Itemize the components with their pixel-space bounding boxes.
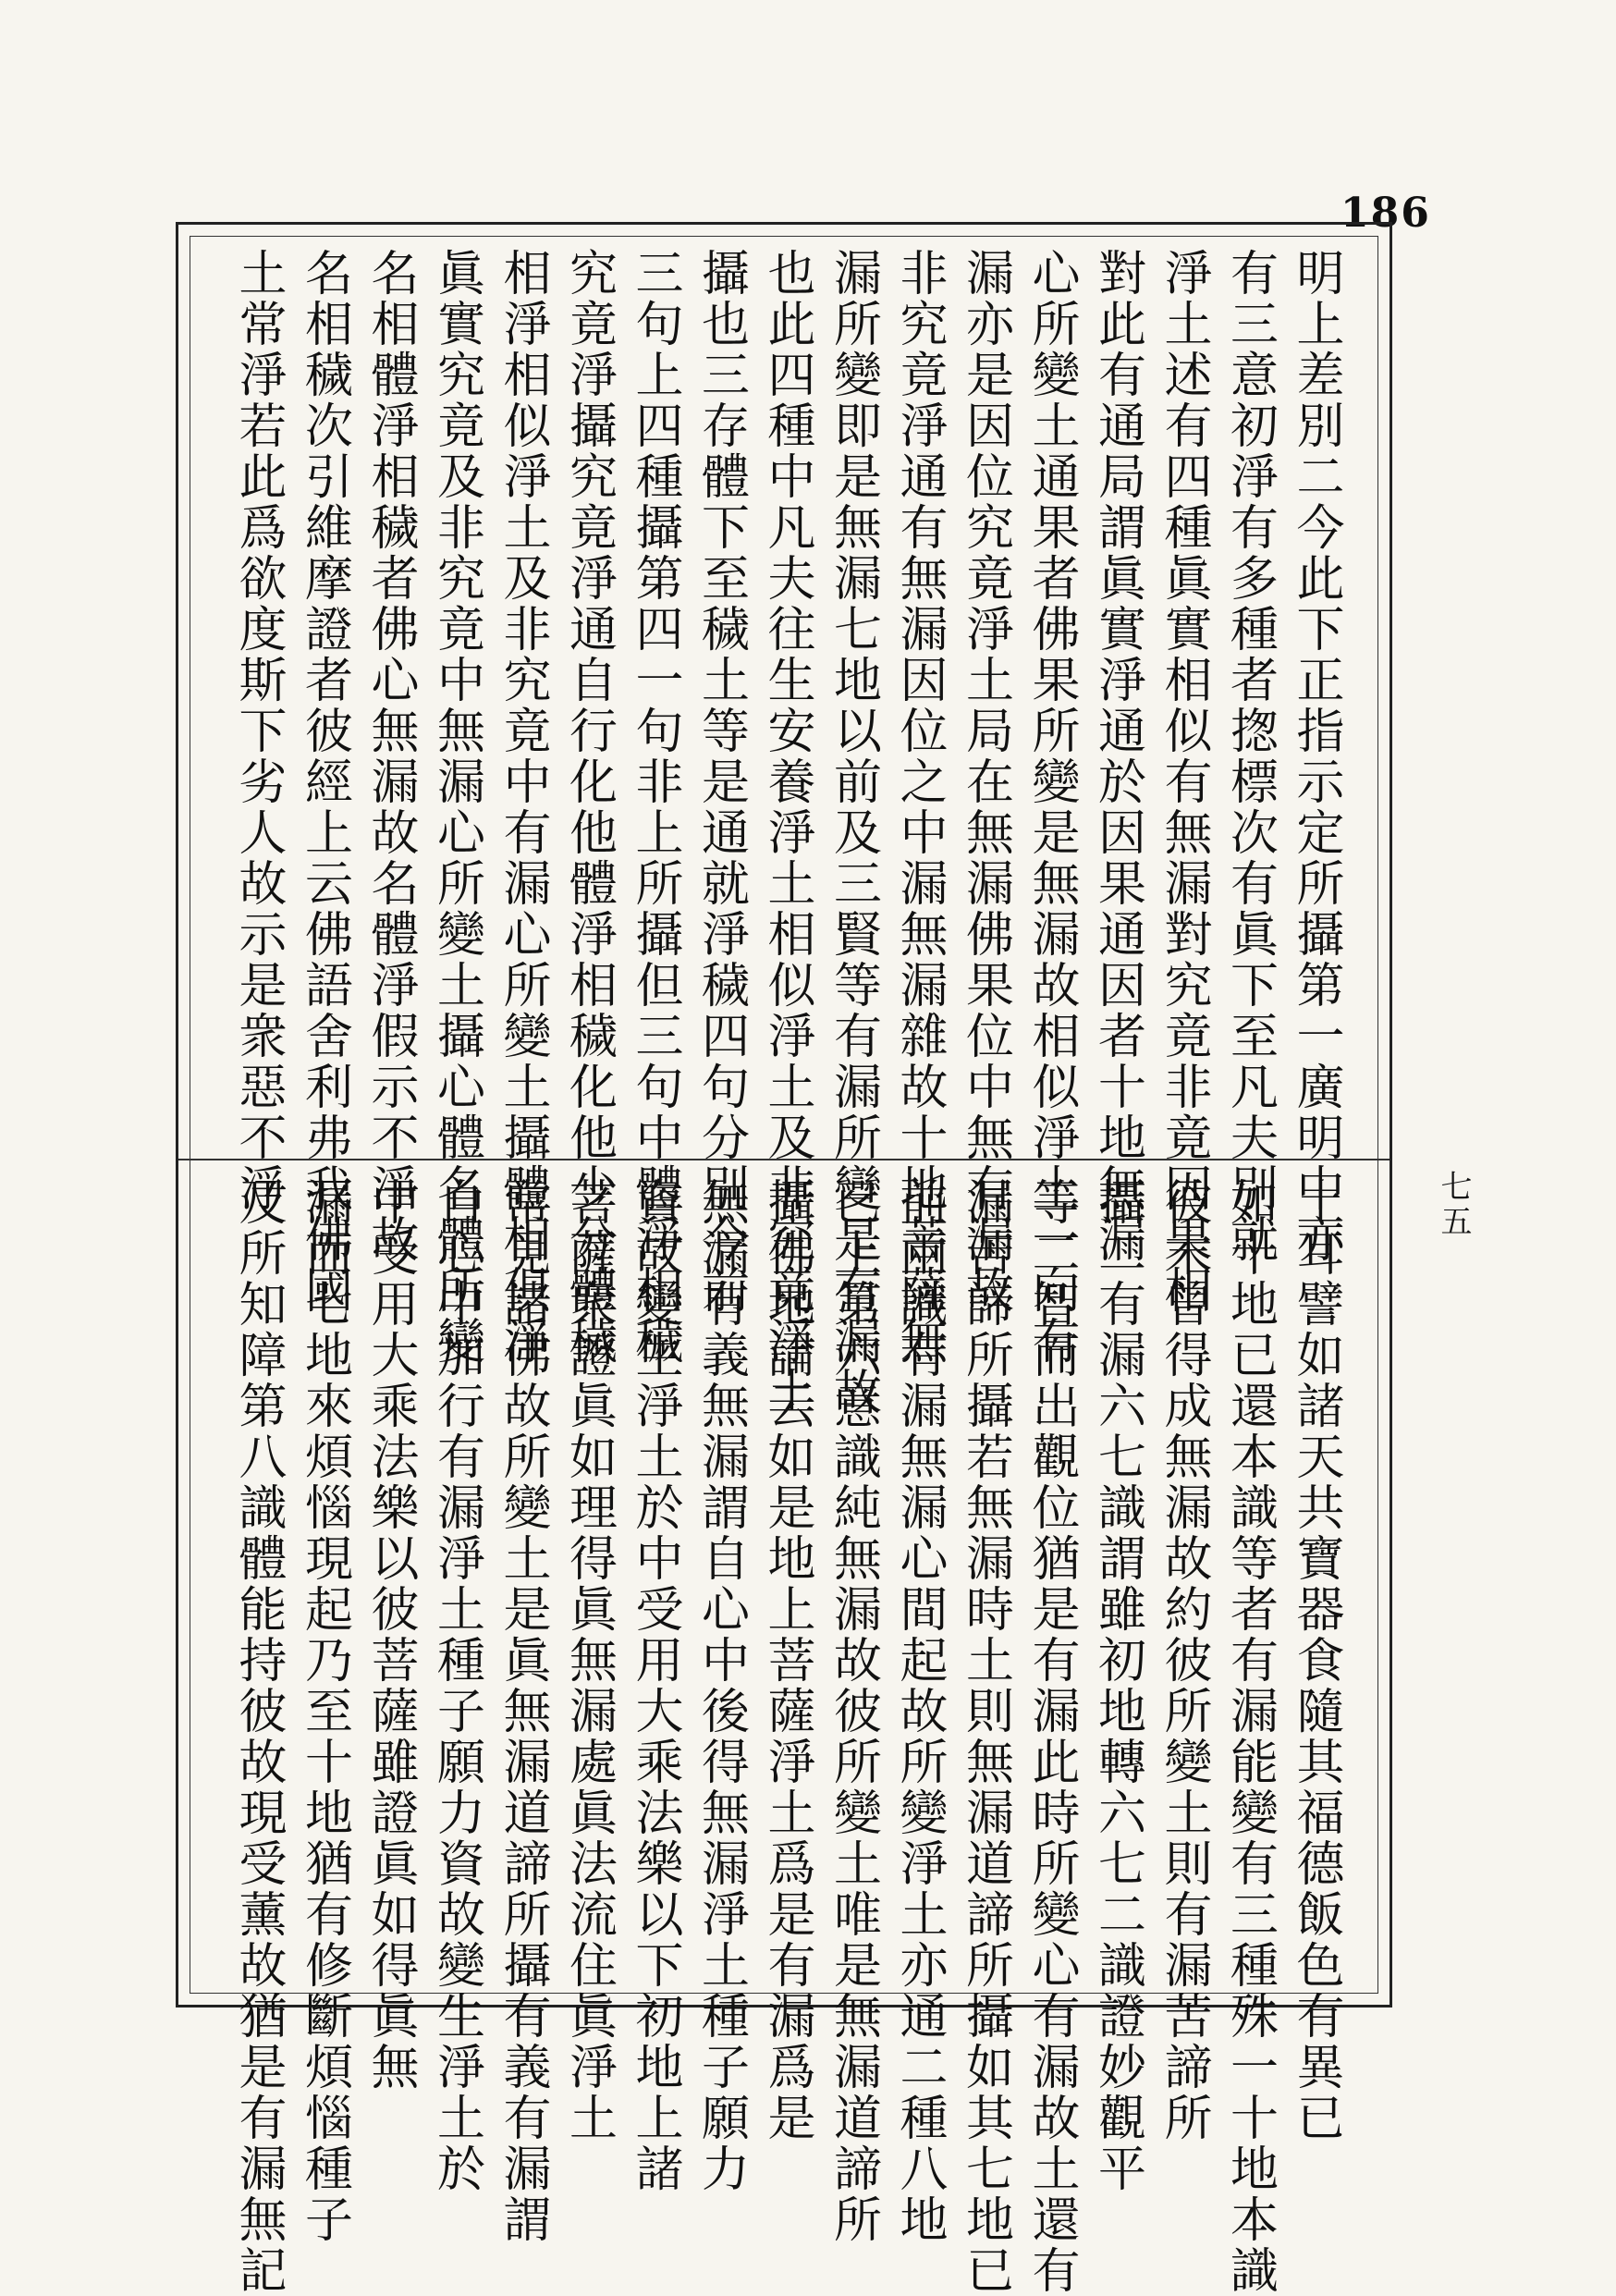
text-column: 有三意初淨有多種者揔標次有眞下至凡夫別就 xyxy=(1221,248,1278,1265)
text-column: 對此有通局謂眞實淨通於因果通因者十地無漏 xyxy=(1089,248,1145,1265)
text-column: 明上差別二今此下正指示定所攝第一廣明中亦 xyxy=(1288,248,1343,1265)
text-column: 眞實究竟及非究竟中無漏心所變土攝心體名體所變 xyxy=(428,248,484,1367)
top-text-block xyxy=(230,248,1343,1418)
text-column: 攝也三存體下至穢土等是通就淨穢四句分別今前 xyxy=(692,248,749,1316)
text-column: 土常淨若此爲欲度斯下劣人故示是衆惡不淨 xyxy=(230,248,286,1214)
text-column: 心所變土通果者佛果所變是無漏故相似淨土一向有 xyxy=(1023,248,1079,1367)
text-column: 彼末曾得成無漏故約彼所變土則有漏苦諦所 xyxy=(1156,1177,1211,2143)
text-column: 漏苦諦所攝若無漏時土則無漏道諦所攝如其七地已 xyxy=(957,1177,1013,2296)
text-column: 已上第六意識純無漏故彼所變土唯是無漏道諦所 xyxy=(825,1177,881,2245)
text-column: 攝佛地論云如是地上菩薩淨土爲是有漏爲是 xyxy=(759,1177,814,2143)
text-column: 淨土述有四種眞實相似有無漏對究竟非竟因果相 xyxy=(1156,248,1211,1316)
text-column: 攝二有漏六七識謂雖初地轉六七二識證妙觀平 xyxy=(1089,1177,1145,2194)
text-column: 常見諸佛故所變土是眞無漏道諦所攝有義有漏謂 xyxy=(495,1177,550,2245)
section-divider xyxy=(178,1159,1390,1160)
fold-number: 七五 xyxy=(1435,1170,1472,1240)
text-column: 究竟淨攝究竟淨通自行化他體淨相穢化他少分體穢 xyxy=(560,248,617,1367)
text-column: 漏而七地來煩惱現起乃至十地猶有修斷煩惱種子 xyxy=(296,1177,352,2245)
text-column: 前兩識有漏無漏心間起故所變淨土亦通二種八地 xyxy=(891,1177,947,2245)
text-column: 三句上四種攝第四一句非上所攝但三句中體淨相穢 xyxy=(627,248,682,1367)
text-column: 無漏有義無漏謂自心中後得無漏淨土種子願力 xyxy=(692,1177,749,2194)
text-column: 中受用大乘法樂以彼菩薩雖證眞如得眞無 xyxy=(362,1177,418,2093)
text-column: 及所知障第八識體能持彼故現受薰故猶是有漏無記 xyxy=(230,1177,286,2296)
text-column: 如十地已還本識等者有漏能變有三種殊一十地本識 xyxy=(1221,1177,1278,2296)
page-number: 186 xyxy=(1341,190,1431,237)
text-column: 漏所變即是無漏七地以前及三賢等有漏所變是有漏故 xyxy=(825,248,881,1418)
text-column: 名相體淨相穢者佛心無漏故名體淨假示不淨故 xyxy=(362,248,418,1265)
text-column: 漏亦是因位究竟淨土局在無漏佛果位中無有漏故 xyxy=(957,248,1013,1316)
text-column: 也此四種中凡夫往生安養淨土相似淨土及非究竟淨土 xyxy=(759,248,814,1418)
text-column: 資故變生淨土於中受用大乘法樂以下初地上諸 xyxy=(627,1177,682,2194)
text-column: 相淨相似淨土及非究竟中有漏心所變土攝體相俱淨 xyxy=(495,248,550,1367)
bottom-text-block xyxy=(230,1177,1343,2296)
text-column: 菩薩衆證眞如理得眞無漏處眞法流住眞淨土 xyxy=(560,1177,617,2143)
text-column: 等二智而出觀位猶是有漏此時所變心有漏故土還有 xyxy=(1023,1177,1079,2296)
text-column: 非究竟淨通有無漏因位之中漏無漏雜故十地菩薩無 xyxy=(891,248,947,1367)
text-column: 土耳譬如諸天共寶器食隨其福德飯色有異已 xyxy=(1288,1177,1343,2143)
text-frame xyxy=(176,222,1392,2296)
text-column: 自心中加行有漏淨土種子願力資故變生淨土於 xyxy=(428,1177,484,2194)
text-column: 名相穢次引維摩證者彼經上云佛語舍利弗我佛國 xyxy=(296,248,352,1316)
